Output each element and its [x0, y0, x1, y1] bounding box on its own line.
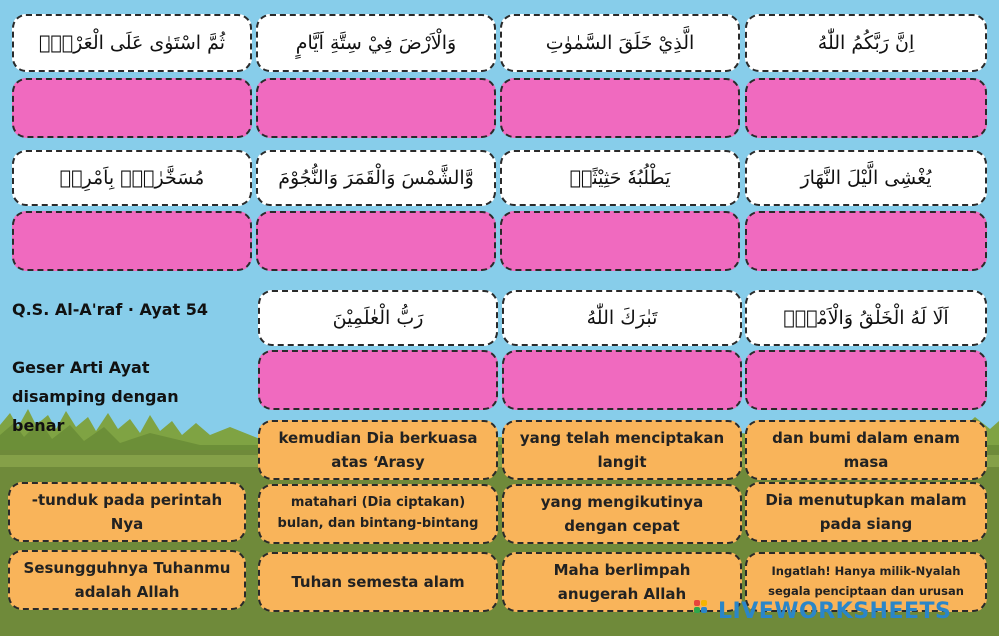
drop-zone-4[interactable]: [12, 78, 252, 138]
drop-zone-11[interactable]: [258, 350, 498, 410]
meaning-card-2[interactable]: yang telah menciptakan langit: [502, 420, 742, 480]
activity-title: Q.S. Al-A'raf · Ayat 54: [12, 300, 209, 319]
logo-square-blue: [701, 607, 707, 613]
arabic-card-1: اِنَّ رَبَّكُمُ اللّٰهُ: [745, 14, 987, 72]
meaning-card-3[interactable]: dan bumi dalam enam masa: [745, 420, 987, 480]
meaning-card-1[interactable]: kemudian Dia berkuasa atas ‘Arasy: [258, 420, 498, 480]
meaning-card-9[interactable]: Tuhan semesta alam: [258, 552, 498, 612]
arabic-card-7: وَّالشَّمْسَ وَالْقَمَرَ وَالنُّجُوْمَ: [256, 150, 496, 206]
arabic-card-10: تَبٰرَكَ اللّٰهُ: [502, 290, 742, 346]
drop-zone-8[interactable]: [12, 211, 252, 271]
arabic-card-5: يُغْشِى الَّيْلَ النَّهَارَ: [745, 150, 987, 206]
arabic-card-11: رَبُّ الْعٰلَمِيْنَ: [258, 290, 498, 346]
drop-zone-7[interactable]: [256, 211, 496, 271]
logo-square-yellow: [701, 600, 707, 606]
meaning-card-10[interactable]: Maha berlimpah anugerah Allah: [502, 552, 742, 612]
meaning-card-6[interactable]: yang mengikutinya dengan cepat: [502, 484, 742, 544]
meaning-card-7[interactable]: Dia menutupkan malam pada siang: [745, 482, 987, 542]
drop-zone-5[interactable]: [745, 211, 987, 271]
drop-zone-1[interactable]: [745, 78, 987, 138]
logo-icon: [694, 600, 714, 622]
meaning-card-11[interactable]: Ingatlah! Hanya milik-Nyalah segala penciptaan dan urusan: [745, 552, 987, 612]
logo-square-green: [694, 607, 700, 613]
arabic-card-4: ثُمَّ اسْتَوٰى عَلَى الْعَرْشِۗ: [12, 14, 252, 72]
meaning-card-8[interactable]: Sesungguhnya Tuhanmu adalah Allah: [8, 550, 246, 610]
logo-text: LIVEWORKSHEETS: [718, 598, 952, 624]
arabic-card-2: الَّذِيْ خَلَقَ السَّمٰوٰتِ: [500, 14, 740, 72]
drop-zone-10[interactable]: [502, 350, 742, 410]
meaning-card-4[interactable]: -tunduk pada perintah Nya: [8, 482, 246, 542]
drop-zone-3[interactable]: [256, 78, 496, 138]
drop-zone-6[interactable]: [500, 211, 740, 271]
logo-square-red: [694, 600, 700, 606]
arabic-card-3: وَالْاَرْضَ فِيْ سِتَّةِ اَيَّامٍ: [256, 14, 496, 72]
liveworksheets-logo: [694, 596, 994, 626]
arabic-card-8: مُسَخَّرٰتٍۢ بِاَمْرِهٖ: [12, 150, 252, 206]
drop-zone-2[interactable]: [500, 78, 740, 138]
drop-zone-9[interactable]: [745, 350, 987, 410]
arabic-card-9: اَلَا لَهُ الْخَلْقُ وَالْاَمْرُۗ: [745, 290, 987, 346]
arabic-card-6: يَطْلُبُهٗ حَثِيْثًاۙ: [500, 150, 740, 206]
activity-instruction: Geser Arti Ayat disamping dengan benar: [12, 358, 179, 435]
meaning-card-5[interactable]: matahari (Dia ciptakan) bulan, dan bintang-bintang: [258, 484, 498, 544]
